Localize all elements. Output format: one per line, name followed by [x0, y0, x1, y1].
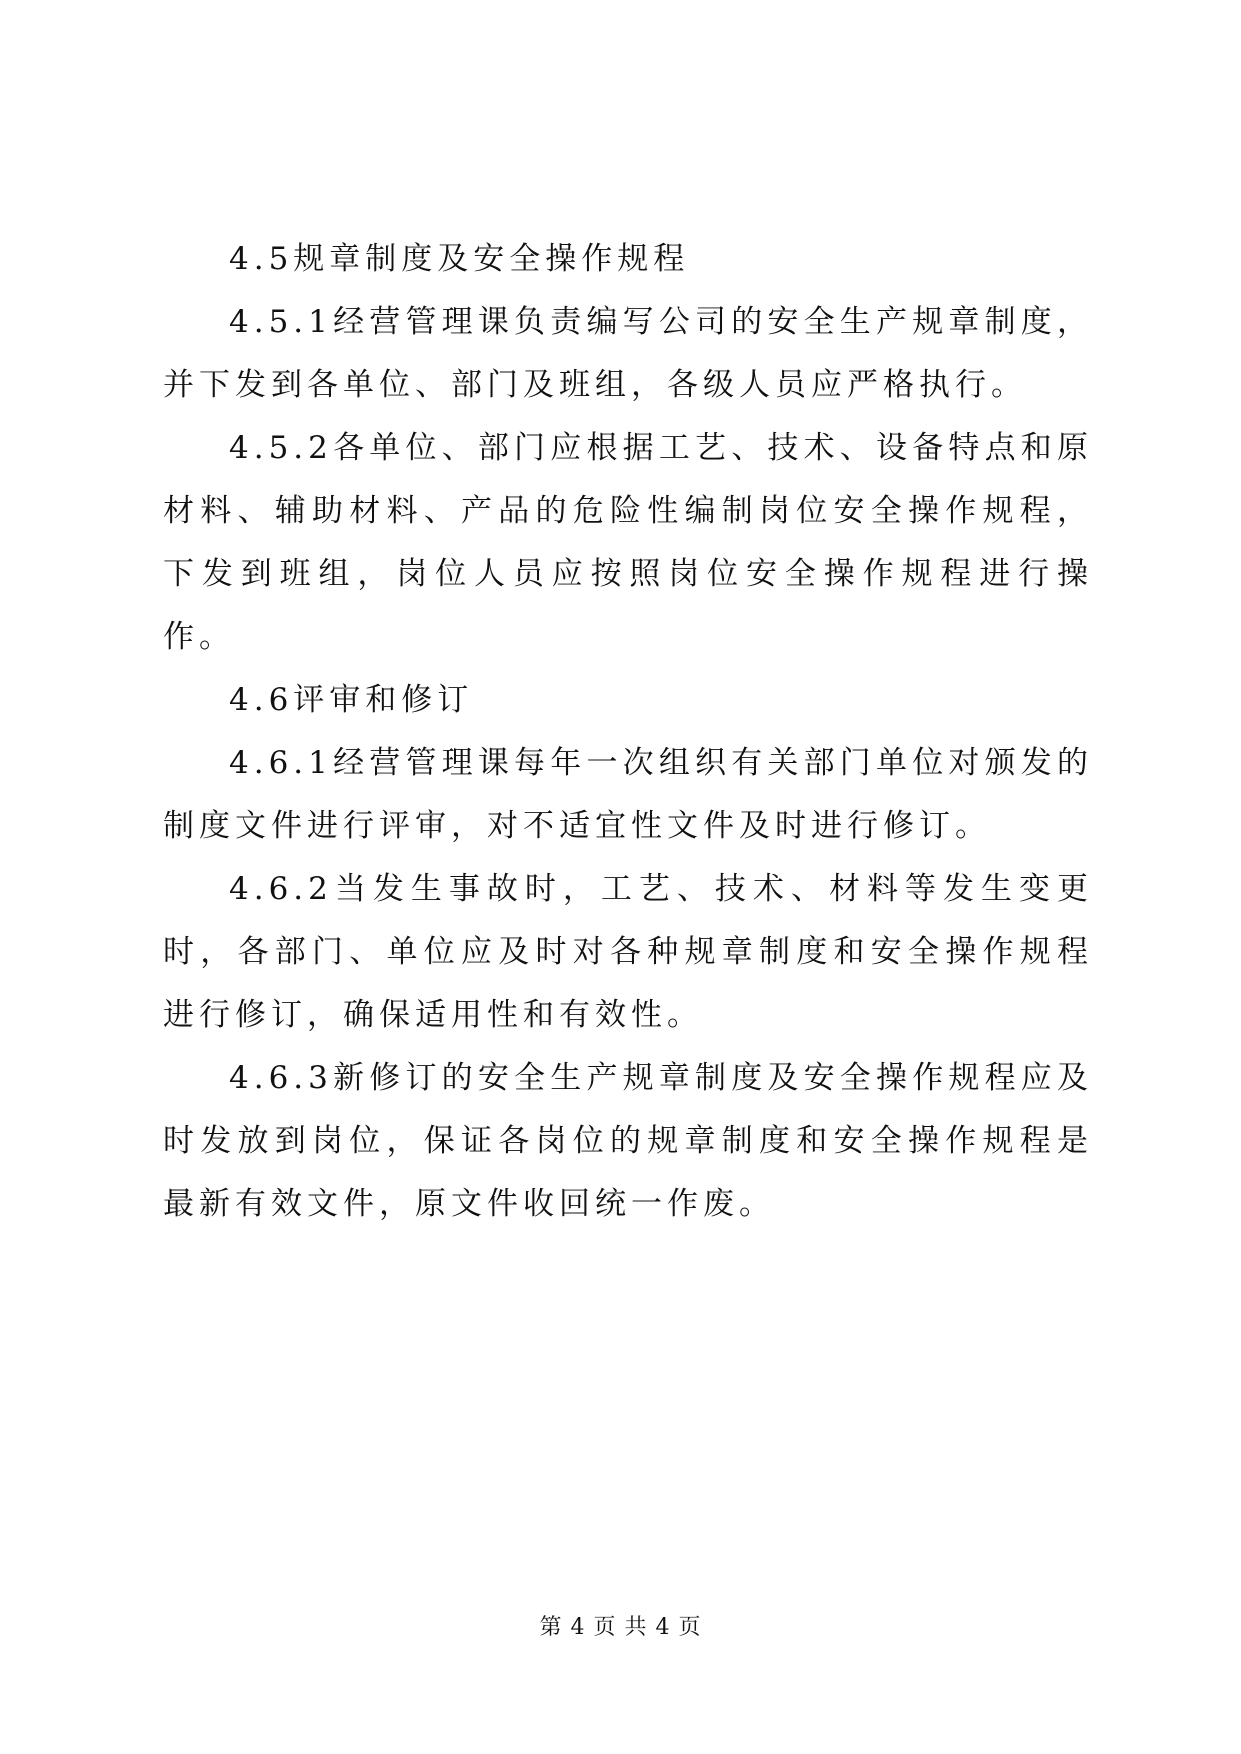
page-number-label: 第 4 页 共 4 页	[539, 1615, 702, 1640]
section-heading-4-5: 4.5规章制度及安全操作规程	[229, 241, 690, 277]
section-heading-4-6: 4.6评审和修订	[229, 682, 474, 718]
paragraph-4-5-1: 4.5.1经营管理课负责编写公司的安全生产规章制度，并下发到各单位、部门及班组，各级人员应严格执行。	[163, 304, 1093, 403]
paragraph-4-6-2: 4.6.2当发生事故时，工艺、技术、材料等发生变更时，各部门、单位应及时对各种规章制度和安全操作规程进行修订，确保适用性和有效性。	[163, 871, 1093, 1033]
paragraph-4-6-1: 4.6.1经营管理课每年一次组织有关部门单位对颁发的制度文件进行评审，对不适宜性文件及时进行修订。	[163, 745, 1093, 844]
document-body	[163, 228, 1093, 1236]
page-footer	[0, 1613, 1241, 1643]
paragraph-4-6-3: 4.6.3新修订的安全生产规章制度及安全操作规程应及时发放到岗位，保证各岗位的规章制度和安全操作规程是最新有效文件，原文件收回统一作废。	[163, 1060, 1093, 1222]
paragraph-4-5-2: 4.5.2各单位、部门应根据工艺、技术、设备特点和原材料、辅助材料、产品的危险性编制岗位安全操作规程，下发到班组，岗位人员应按照岗位安全操作规程进行操作。	[163, 430, 1093, 655]
